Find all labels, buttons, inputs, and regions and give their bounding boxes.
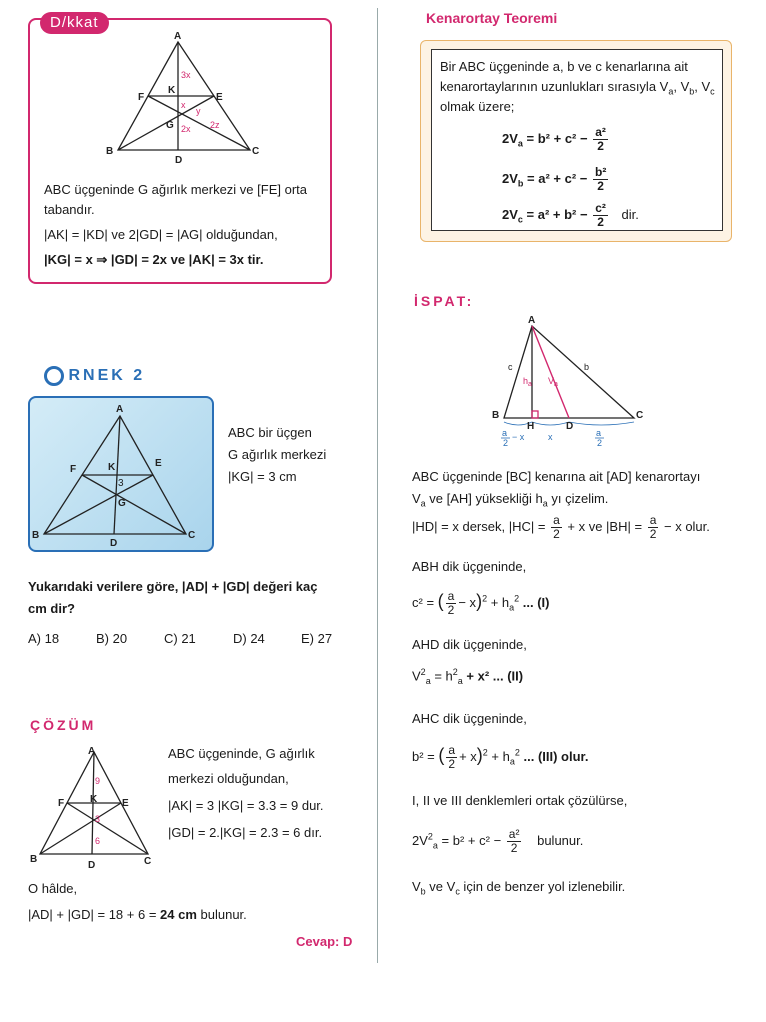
point-label-f: F (138, 92, 145, 103)
option-e[interactable]: E) 27 (301, 631, 333, 646)
cozum-point-e: E (122, 798, 129, 809)
teorem-intro-2: kenarortaylarının uzunlukları sırasıyla $V_a$, $V_b$, $V_c$ (440, 79, 715, 97)
dikkat-line-4: |KG| = x ⇒ |GD| = 2x ve |AK| = 3x tir. (44, 252, 264, 267)
ornek-point-f: F (70, 464, 77, 475)
ornek-info-2: G ağırlık merkezi (228, 447, 327, 462)
cozum-point-k: K (90, 794, 98, 805)
ispat-eq3: b² = ( $\frac{a}{2}$ + $x)^2 + h_a^2$ ... (III) olur. (412, 743, 589, 771)
ornek-vertex-b: B (32, 530, 40, 541)
teorem-intro-1: Bir ABC üçgeninde a, b ve c kenarlarına ait (440, 59, 688, 74)
ispat-vertex-c: C (636, 410, 644, 421)
option-d[interactable]: D) 24 (233, 631, 265, 646)
ornek-figure-box (28, 396, 214, 552)
ispat-final: $2V^2_a = b^2 + c^2$ − $\frac{\text{a²}}{2}$ bulunur. (412, 827, 584, 855)
dikkat-line-1: ABC üçgeninde G ağırlık merkezi ve [FE] orta (44, 182, 307, 197)
teorem-formula-3: $2V_c = a^2 + b^2$ − $\frac{\text{c²}}{2}$ dir. (502, 201, 639, 229)
ornek-info-3: |KG| = 3 cm (228, 469, 297, 484)
ornek-title: RNEK 2 (68, 367, 146, 384)
ispat-abh: ABH dik üçgeninde, (412, 559, 527, 574)
teorem-box (420, 40, 732, 242)
ornek-point-g: G (118, 498, 126, 509)
option-a[interactable]: A) 18 (28, 631, 60, 646)
cozum-vertex-b: B (30, 854, 38, 865)
ornek-vertex-a: A (116, 404, 124, 415)
cozum-cevap: Cevap: D (296, 934, 353, 949)
cozum-segment-6: 6 (95, 836, 101, 846)
point-label-g: G (166, 120, 174, 131)
ispat-segment-x: x (548, 432, 553, 442)
ornek-question-2: cm dir? (28, 601, 75, 616)
ispat-ahd: AHD dik üçgeninde, (412, 637, 527, 652)
ispat-triangle-figure (486, 312, 656, 462)
ispat-last: $V_b$ ve $V_c$ için de benzer yol izlenebilir. (412, 879, 626, 897)
point-label-k: K (168, 85, 176, 96)
svg-text:− x: − x (512, 432, 525, 442)
cozum-point-f: F (58, 798, 65, 809)
teorem-inner-box (431, 49, 723, 231)
ornek-info-1: ABC bir üçgen (228, 425, 312, 440)
teorem-formula-2: $2V_b = a^2 + c^2$ − $\frac{\text{b²}}{2}$ (502, 165, 607, 193)
ispat-ahc: AHC dik üçgeninde, (412, 711, 527, 726)
ornek-o-icon (44, 366, 64, 386)
cozum-ohalde: O hâlde, (28, 881, 78, 896)
dikkat-line-2: tabandır. (44, 202, 95, 217)
svg-text:2: 2 (503, 438, 509, 448)
ispat-point-h: H (527, 421, 535, 432)
cozum-vertex-a: A (88, 746, 96, 757)
vertex-label-a: A (174, 31, 182, 42)
cozum-vertex-c: C (144, 856, 152, 867)
dikkat-title: D/kkat (40, 12, 109, 34)
svg-text:2: 2 (597, 438, 603, 448)
ornek-triangle-figure (30, 398, 212, 550)
ornek-point-e: E (155, 458, 162, 469)
segment-label-x: x (181, 100, 186, 110)
ornek-segment-3: 3 (118, 478, 124, 489)
segment-label-2x: 2x (181, 124, 191, 134)
ispat-eq2: $V^2_a = h^2_a + x^2$ ... (II) (412, 667, 524, 686)
ornek-point-k: K (108, 462, 116, 473)
teorem-formula-1: $2V_a = b^2 + c^2$ − $\frac{\text{a²}}{2}$ (502, 125, 606, 153)
ispat-eq1: c² = ( $\frac{a}{2}$ − $x)^2 + h_a^2$ ... (I) (412, 589, 550, 617)
ornek-question-1: Yukarıdaki verilere göre, |AD| + |GD| değeri kaç (28, 579, 318, 594)
point-label-d: D (175, 155, 183, 165)
ispat-p1: ABC üçgeninde [BC] kenarına ait [AD] kenarortayı (412, 469, 701, 484)
dikkat-line-3: |AK| = |KD| ve 2|GD| = |AG| olduğundan, (44, 227, 278, 242)
cozum-segment-9: 9 (95, 776, 101, 786)
ornek-vertex-c: C (188, 530, 196, 541)
dikkat-triangle-figure (100, 30, 270, 165)
ispat-solve: I, II ve III denklemleri ortak çözülürse, (412, 793, 628, 808)
cozum-step-1: ABC üçgeninde, G ağırlık (168, 746, 315, 761)
point-label-e: E (216, 92, 223, 103)
ornek-heading (44, 366, 145, 386)
vertex-label-b: B (106, 146, 114, 157)
cozum-title: ÇÖZÜM (30, 717, 97, 733)
vertex-label-c: C (252, 146, 260, 157)
cozum-segment-3: 3 (95, 814, 101, 824)
ispat-median-label: V (548, 376, 555, 386)
ispat-side-c: c (508, 362, 513, 372)
option-c[interactable]: C) 21 (164, 631, 196, 646)
svg-text:ha: $h_a$ (523, 376, 532, 388)
svg-text:Va: $V_a$ (548, 376, 558, 388)
cozum-step-3: |AK| = 3 |KG| = 3.3 = 9 dur. (168, 798, 324, 813)
cozum-step-2: merkezi olduğundan, (168, 771, 289, 786)
ispat-p2: $V_a$ ve [AH] yüksekliği $h_a$ yı çizelim. (412, 491, 609, 509)
cozum-result: |AD| + |GD| = 18 + 6 = 24 cm bulunur. (28, 907, 247, 922)
ispat-point-d: D (566, 421, 574, 432)
svg-text:a: a (502, 428, 508, 438)
column-divider (377, 8, 378, 963)
ispat-p3: |HD| = x dersek, |HC| = $\frac{a}{2}$ + x ve |BH| = $\frac{a}{2}$ − x olur. (412, 513, 710, 541)
teorem-intro-3: olmak üzere; (440, 99, 515, 114)
ispat-vertex-b: B (492, 410, 500, 421)
cozum-triangle-figure (30, 742, 160, 870)
ispat-side-b: b (584, 362, 590, 372)
option-b[interactable]: B) 20 (96, 631, 128, 646)
segment-label-3x: 3x (181, 70, 191, 80)
ispat-vertex-a: A (528, 315, 536, 326)
svg-text:a: a (596, 428, 602, 438)
cozum-step-4: |GD| = 2.|KG| = 2.3 = 6 dır. (168, 825, 323, 840)
segment-label-2z: 2z (210, 120, 220, 130)
teorem-title: Kenarortay Teoremi (426, 10, 558, 26)
ispat-height-label: h (523, 376, 529, 386)
ornek-point-d: D (110, 538, 118, 549)
segment-label-y: y (196, 106, 201, 116)
cozum-point-d: D (88, 860, 96, 870)
ispat-title: İSPAT: (414, 293, 475, 309)
